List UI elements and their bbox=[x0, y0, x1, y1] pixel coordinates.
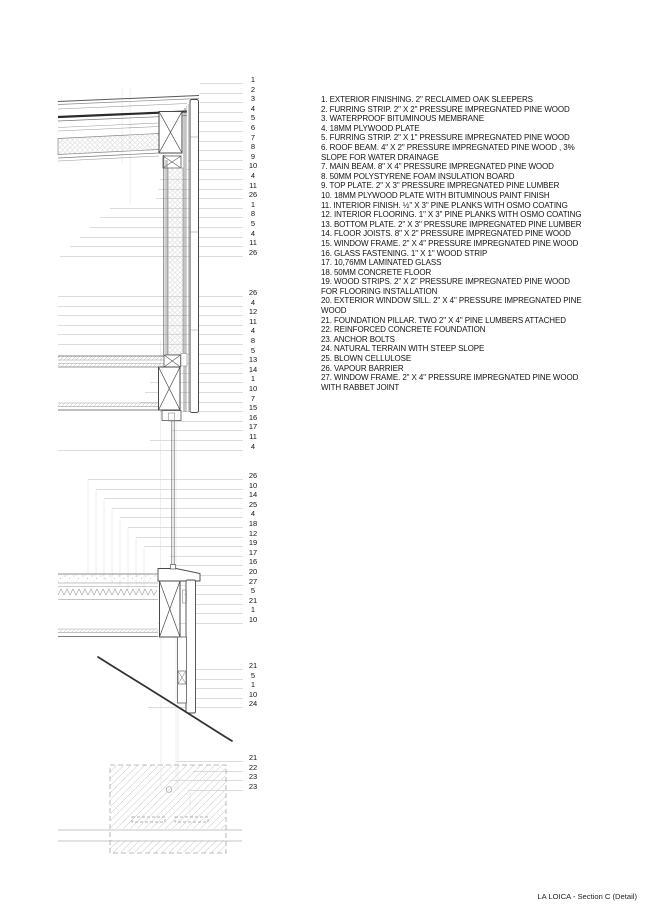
anchor-bolt bbox=[175, 817, 208, 822]
callout-row bbox=[0, 219, 262, 229]
callout-number: 21 bbox=[248, 595, 258, 605]
legend-item: 13. BOTTOM PLATE. 2" X 3" PRESSURE IMPREGNATED PINE LUMBER bbox=[321, 219, 582, 229]
callout-number: 10 bbox=[248, 383, 258, 393]
callout-row bbox=[0, 104, 262, 114]
callout-row bbox=[0, 113, 262, 123]
callout-row bbox=[0, 548, 262, 558]
callout-row bbox=[0, 365, 262, 375]
callout-row bbox=[0, 298, 262, 308]
callout-number: 14 bbox=[248, 364, 258, 374]
callout-row bbox=[0, 413, 262, 423]
callout-number: 4 bbox=[250, 170, 256, 180]
callout-row bbox=[0, 529, 262, 539]
callout-row bbox=[0, 171, 262, 181]
callout-number: 4 bbox=[250, 509, 256, 519]
legend-item: 2. FURRING STRIP. 2" X 2" PRESSURE IMPREGNATED PINE WOOD bbox=[321, 104, 570, 114]
callout-group-terrain bbox=[0, 661, 262, 709]
legend-item: 4. 18MM PLYWOOD PLATE bbox=[321, 123, 420, 133]
callout-row bbox=[0, 355, 262, 365]
legend-item: 10. 18MM PLYWOOD PLATE WITH BITUMINOUS PAINT FINISH bbox=[321, 190, 550, 200]
legend-item: 19. WOOD STRIPS. 2" X 2" PRESSURE IMPREGNATED PINE WOOD FOR FLOORING INSTALLATION bbox=[321, 277, 570, 296]
legend-item: 26. VAPOUR BARRIER bbox=[321, 363, 404, 373]
callout-row bbox=[0, 326, 262, 336]
callout-number: 27 bbox=[248, 576, 258, 586]
callout-row bbox=[0, 142, 262, 152]
callout-number: 4 bbox=[250, 326, 256, 336]
legend-item: 12. INTERIOR FLOORING. 1" X 3" PINE PLANKS WITH OSMO COATING bbox=[321, 210, 582, 220]
callout-row bbox=[0, 490, 262, 500]
callout-row bbox=[0, 432, 262, 442]
legend-item: 27. WINDOW FRAME. 2" X 4" PRESSURE IMPREGNATED PINE WOOD WITH RABBET JOINT bbox=[321, 373, 579, 392]
callout-row bbox=[0, 615, 262, 625]
callout-row bbox=[0, 481, 262, 491]
callout-row bbox=[0, 661, 262, 671]
callout-row bbox=[0, 422, 262, 432]
callout-number: 26 bbox=[248, 288, 258, 297]
callout-row bbox=[0, 181, 262, 191]
callout-number: 21 bbox=[248, 753, 258, 762]
callout-row bbox=[0, 782, 262, 792]
callout-number: 10 bbox=[248, 689, 258, 699]
callout-number: 11 bbox=[249, 238, 257, 248]
leader-line bbox=[158, 623, 243, 624]
callout-number: 1 bbox=[250, 374, 256, 384]
callout-row bbox=[0, 680, 262, 690]
callout-row bbox=[0, 509, 262, 519]
callout-row bbox=[0, 85, 262, 95]
legend-item: 3. WATERPROOF BITUMINOUS MEMBRANE bbox=[321, 114, 484, 124]
legend-item: 5. FURRING STRIP. 2" X 1" PRESSURE IMPREGNATED PINE WOOD bbox=[321, 133, 570, 143]
callout-number: 24 bbox=[248, 699, 258, 709]
callout-number: 4 bbox=[250, 297, 256, 307]
callout-row bbox=[0, 384, 262, 394]
callout-row bbox=[0, 152, 262, 162]
legend-item: 7. MAIN BEAM. 8" X 4" PRESSURE IMPREGNATED PINE WOOD bbox=[321, 162, 554, 172]
callout-number: 11 bbox=[249, 180, 257, 190]
callout-row bbox=[0, 577, 262, 587]
callout-row bbox=[0, 538, 262, 548]
callout-number: 23 bbox=[248, 781, 258, 791]
callout-row bbox=[0, 671, 262, 681]
callout-number: 5 bbox=[250, 113, 256, 123]
callout-row bbox=[0, 346, 262, 356]
callout-number: 12 bbox=[248, 528, 258, 538]
callout-number: 23 bbox=[248, 772, 258, 782]
callout-number: 5 bbox=[250, 670, 256, 680]
callout-number: 1 bbox=[250, 680, 256, 690]
callout-number: 25 bbox=[248, 499, 258, 509]
callout-row bbox=[0, 133, 262, 143]
callout-row bbox=[0, 403, 262, 413]
callout-number: 9 bbox=[250, 151, 256, 161]
callout-number: 22 bbox=[248, 762, 258, 772]
callout-row bbox=[0, 394, 262, 404]
leader-line bbox=[188, 790, 243, 791]
callout-number: 5 bbox=[250, 586, 256, 596]
callout-number: 4 bbox=[250, 103, 256, 113]
legend-item: 17. 10,76MM LAMINATED GLASS bbox=[321, 258, 442, 268]
callout-row bbox=[0, 557, 262, 567]
callout-number: 1 bbox=[250, 605, 256, 615]
callout-number: 21 bbox=[248, 661, 258, 670]
callout-number: 7 bbox=[250, 132, 256, 142]
callout-number: 12 bbox=[248, 307, 258, 317]
callout-number: 6 bbox=[250, 122, 256, 132]
legend-item: 11. INTERIOR FINISH. ½" X 3" PINE PLANKS WITH OSMO COATING bbox=[321, 200, 568, 210]
callout-group-lower-floor bbox=[0, 471, 262, 625]
callout-number: 4 bbox=[250, 228, 256, 238]
callout-row bbox=[0, 238, 262, 248]
callout-number: 19 bbox=[248, 538, 258, 548]
leader-line bbox=[60, 256, 243, 257]
callout-number: 17 bbox=[248, 422, 258, 432]
callout-row bbox=[0, 307, 262, 317]
callout-number: 11 bbox=[249, 316, 257, 326]
anchor-bolt bbox=[132, 817, 165, 822]
callout-number: 8 bbox=[250, 142, 256, 152]
legend-item: 6. ROOF BEAM. 4" X 2" PRESSURE IMPREGNATED PINE WOOD , 3% SLOPE FOR WATER DRAINAGE bbox=[321, 142, 575, 162]
callout-number: 16 bbox=[248, 412, 258, 422]
callout-number: 26 bbox=[248, 190, 258, 200]
callout-row bbox=[0, 229, 262, 239]
callout-row bbox=[0, 317, 262, 327]
callout-row bbox=[0, 586, 262, 596]
callout-number: 18 bbox=[248, 518, 258, 528]
callout-number: 4 bbox=[250, 441, 256, 451]
callout-number: 11 bbox=[249, 431, 257, 441]
callout-row bbox=[0, 123, 262, 133]
callout-row bbox=[0, 500, 262, 510]
callout-number: 1 bbox=[250, 199, 256, 209]
callout-number: 5 bbox=[250, 345, 256, 355]
legend-item: 23. ANCHOR BOLTS bbox=[321, 334, 395, 344]
leader-line bbox=[58, 450, 243, 451]
callout-number: 13 bbox=[248, 355, 258, 365]
callout-row bbox=[0, 772, 262, 782]
legend-item: 16. GLASS FASTENING. 1" X 1" WOOD STRIP bbox=[321, 248, 488, 258]
callout-group-roof-eave bbox=[0, 75, 262, 257]
callout-number: 3 bbox=[250, 94, 256, 104]
legend-item: 15. WINDOW FRAME. 2" X 4" PRESSURE IMPREGNATED PINE WOOD bbox=[321, 238, 579, 248]
callout-row bbox=[0, 567, 262, 577]
callout-row bbox=[0, 699, 262, 709]
callout-row bbox=[0, 605, 262, 615]
callout-row bbox=[0, 94, 262, 104]
legend-item: 22. REINFORCED CONCRETE FOUNDATION bbox=[321, 325, 486, 335]
callout-number: 10 bbox=[248, 614, 258, 624]
callout-group-foundation bbox=[0, 753, 262, 791]
callout-number: 20 bbox=[248, 566, 258, 576]
callout-row bbox=[0, 161, 262, 171]
legend-item: 24. NATURAL TERRAIN WITH STEEP SLOPE bbox=[321, 344, 485, 354]
legend-item: 25. BLOWN CELLULOSE bbox=[321, 354, 412, 364]
callout-row bbox=[0, 442, 262, 452]
callout-row bbox=[0, 763, 262, 773]
callout-row bbox=[0, 471, 262, 481]
legend-item: 18. 50MM CONCRETE FLOOR bbox=[321, 267, 432, 277]
callout-row bbox=[0, 519, 262, 529]
legend-item: 20. EXTERIOR WINDOW SILL. 2" X 4" PRESSURE IMPREGNATED PINE WOOD bbox=[321, 296, 582, 316]
callout-row bbox=[0, 209, 262, 219]
callout-group-mid-floor bbox=[0, 288, 262, 451]
legend-item: 14. FLOOR JOISTS. 8" X 2" PRESSURE IMPREGNATED PINE WOOD bbox=[321, 229, 571, 239]
drawing-title: LA LOICA - Section C (Detail) bbox=[537, 892, 637, 901]
callout-number: 16 bbox=[248, 557, 258, 567]
legend-item: 8. 50MM POLYSTYRENE FOAM INSULATION BOARD bbox=[321, 171, 515, 181]
legend bbox=[321, 95, 583, 392]
callout-number: 5 bbox=[250, 218, 256, 228]
callout-number: 14 bbox=[248, 490, 258, 500]
callout-row bbox=[0, 690, 262, 700]
callout-row bbox=[0, 75, 262, 85]
callout-row bbox=[0, 190, 262, 200]
callout-row bbox=[0, 288, 262, 298]
callout-number: 8 bbox=[250, 209, 256, 219]
callout-row bbox=[0, 374, 262, 384]
leader-line bbox=[148, 707, 243, 708]
callout-number: 10 bbox=[248, 161, 258, 171]
callout-row bbox=[0, 248, 262, 258]
callout-number: 10 bbox=[248, 480, 258, 490]
callout-row bbox=[0, 753, 262, 763]
callout-row bbox=[0, 200, 262, 210]
callout-number: 1 bbox=[250, 75, 256, 84]
callout-number: 7 bbox=[250, 393, 256, 403]
callout-number: 17 bbox=[248, 547, 258, 557]
callout-number: 2 bbox=[250, 84, 256, 94]
callout-row bbox=[0, 336, 262, 346]
callout-number: 26 bbox=[248, 247, 258, 257]
legend-item: 1. EXTERIOR FINISHING. 2" RECLAIMED OAK SLEEPERS bbox=[321, 95, 533, 104]
legend-item: 9. TOP PLATE. 2" X 3" PRESSURE IMPREGNATED PINE LUMBER bbox=[321, 181, 560, 191]
legend-item: 21. FOUNDATION PILLAR. TWO 2" X 4" PINE LUMBERS ATTACHED bbox=[321, 315, 566, 325]
callout-number: 8 bbox=[250, 335, 256, 345]
callout-row bbox=[0, 596, 262, 606]
callout-number: 26 bbox=[248, 471, 258, 480]
callout-number: 15 bbox=[248, 403, 258, 413]
